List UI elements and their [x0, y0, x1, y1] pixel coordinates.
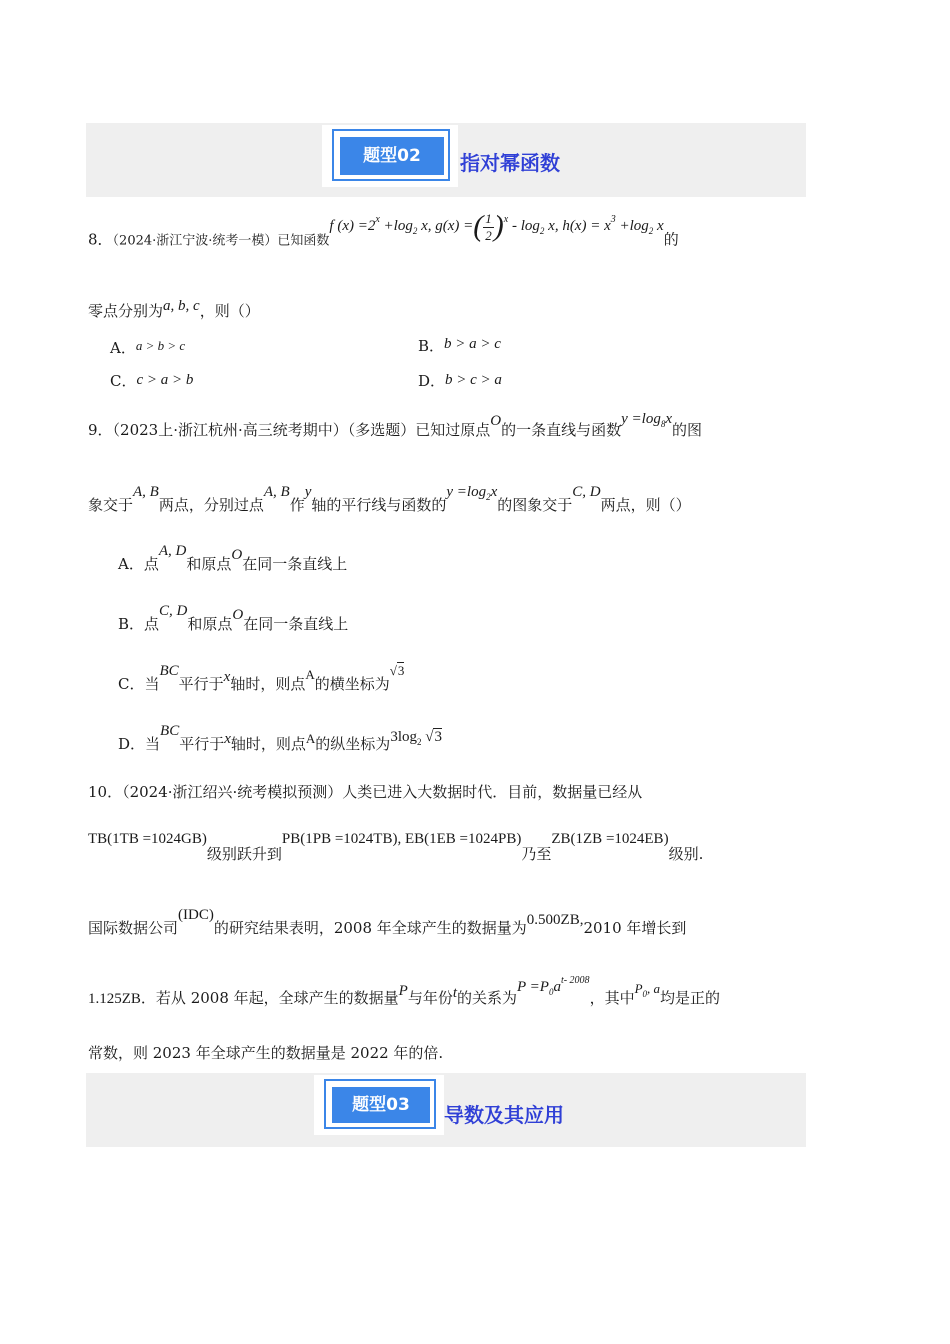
- q9-line2: 象交于A, B两点，分别过点A, B作y轴的平行线与函数的$y =\log_2x$的图象交于C, D两点，则（）: [88, 484, 691, 514]
- q8-option-a: A．a > b > c: [110, 338, 186, 357]
- q8-source: （2024·浙江宁波·统考一模）已知函数: [112, 233, 330, 249]
- section-badge-03: [314, 1075, 444, 1135]
- q8-option-d: D．b > c > a: [418, 372, 502, 390]
- q10-line3: 国际数据公司(IDC)的研究结果表明，2008 年全球产生的数据量为0.500ZB,2010 年增长到: [88, 907, 687, 937]
- section-badge-02: [322, 125, 458, 187]
- q9-option-c: C．当BC平行于x轴时，则点A的横坐标为√3: [118, 663, 405, 693]
- q10-line2: TB(1TB =1024GB)级别跃升到PB(1PB =1024TB), EB(1EB =1024PB)乃至ZB(1ZB =1024EB)级别.: [88, 831, 704, 863]
- badge-label: 题型03: [332, 1087, 430, 1123]
- section-banner-02: [86, 123, 806, 197]
- badge-label: 题型02: [340, 137, 444, 175]
- q8-option-b: B．b > a > c: [418, 336, 501, 355]
- q9-option-b: B．点C, D和原点O在同一条直线上: [118, 603, 349, 633]
- q8-number: 8．: [88, 230, 113, 249]
- q8-formula: f $(x) =2^x +\log_2$ x, g(x) =( $\frac{1}{2}$ )$^x - \log_2 x$, $h(x) = x^3 +\log_2$ x: [329, 210, 664, 243]
- section-title-03: 导数及其应用: [444, 1103, 564, 1127]
- q10-line5: 常数，则 2023 年全球产生的数据量是 2022 年的倍.: [88, 1044, 444, 1062]
- section-banner-03: [86, 1073, 806, 1147]
- q8-option-c: C．c > a > b: [110, 372, 194, 390]
- q9-line1: 9．（2023上·浙江杭州·高三统考期中）（多选题）已知过原点O的一条直线与函数$y =\log_8x$的图: [88, 411, 703, 439]
- q9-option-a: A．点A, D和原点O在同一条直线上: [118, 543, 348, 573]
- section-title-02: 指对幂函数: [460, 151, 560, 175]
- q10-line1: 10．（2024·浙江绍兴·统考模拟预测）人类已进入大数据时代．目前，数据量已经从: [88, 783, 643, 801]
- q9-option-d: D．当BC平行于x轴时，则点A的纵坐标为$3\log_2$ √3: [118, 723, 442, 753]
- q8-line1: 8．（2024·浙江宁波·统考一模）已知函数f $(x) =2^x +\log_2$ x, g(x) =( $\frac{1}{2}$ )$^x - \log_2 x$, $h(x) = x^3 +\log_2$ x的: [88, 210, 679, 249]
- q10-line4: 1.125ZB．若从 2008 年起，全球产生的数据量P与年份t的关系为$P =P_0a^{t- 2008}$，其中$P_0$, a均是正的: [88, 975, 721, 1007]
- q8-line2: 零点分别为a, b, c，则（）: [88, 298, 260, 320]
